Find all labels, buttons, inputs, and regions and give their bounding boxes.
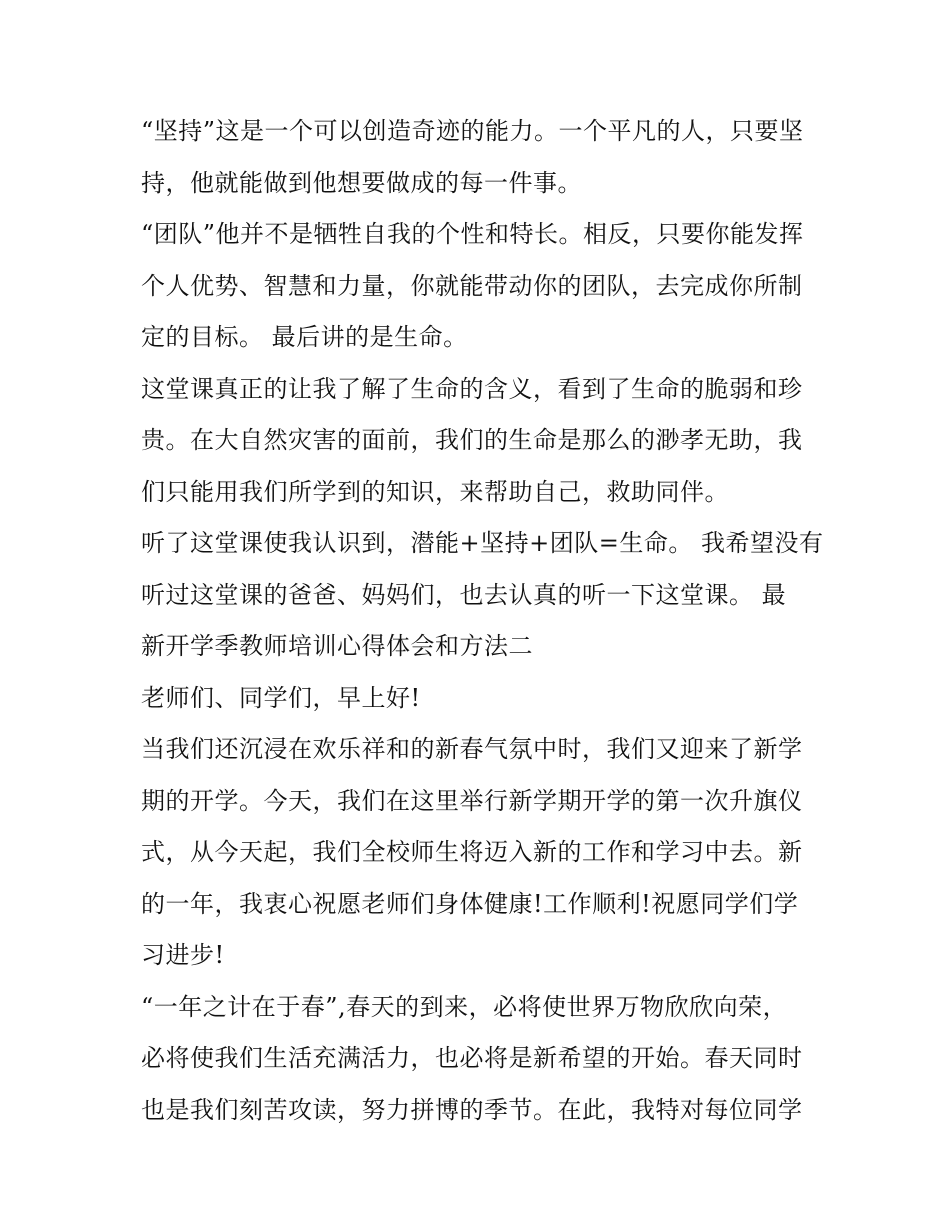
text-line: 也是我们刻苦攻读，努力拼博的季节。在此，我特对每位同学 <box>141 1095 803 1124</box>
text-line: “坚持”这是一个可以创造奇迹的能力。一个平凡的人，只要坚 <box>141 117 804 145</box>
text-line: 个人优势、智慧和力量，你就能带动你的团队，去完成你所制 <box>141 271 803 300</box>
section-heading: 新开学季教师培训心得体会和方法二 <box>141 632 533 660</box>
text-line: 期的开学。今天，我们在这里举行新学期开学的第一次升旗仪 <box>141 786 803 815</box>
text-line: 式，从今天起，我们全校师生将迈入新的工作和学习中去。新 <box>141 838 803 866</box>
body-text <box>141 106 824 1136</box>
text-line: 听过这堂课的爸爸、妈妈们，也去认真的听一下这堂课。 最 <box>141 580 787 609</box>
text-line: “一年之计在于春”,春天的到来，必将使世界万物欣欣向荣， <box>141 992 788 1021</box>
text-line: 当我们还沉浸在欢乐祥和的新春气氛中时，我们又迎来了新学 <box>141 735 803 763</box>
text-line: 听了这堂课使我认识到，潜能+坚持+团队=生命。 我希望没有 <box>141 529 824 557</box>
text-line: 定的目标。 最后讲的是生命。 <box>141 323 468 351</box>
text-line: 贵。在大自然灾害的面前，我们的生命是那么的渺孝无助，我 <box>141 426 803 454</box>
text-line: 持，他就能做到他想要做成的每一件事。 <box>141 168 582 197</box>
text-line: 必将使我们生活充满活力，也必将是新希望的开始。春天同时 <box>141 1044 803 1072</box>
text-line: “团队”他并不是牺牲自我的个性和特长。相反，只要你能发挥 <box>141 220 804 248</box>
text-line: 习进步! <box>141 941 225 969</box>
text-line: 们只能用我们所学到的知识，来帮助自己，救助同伴。 <box>141 477 729 506</box>
text-line: 的一年，我衷心祝愿老师们身体健康!工作顺利!祝愿同学们学 <box>141 889 799 918</box>
greeting-line: 老师们、同学们，早上好! <box>141 683 421 712</box>
text-line: 这堂课真正的让我了解了生命的含义，看到了生命的脆弱和珍 <box>141 374 803 403</box>
